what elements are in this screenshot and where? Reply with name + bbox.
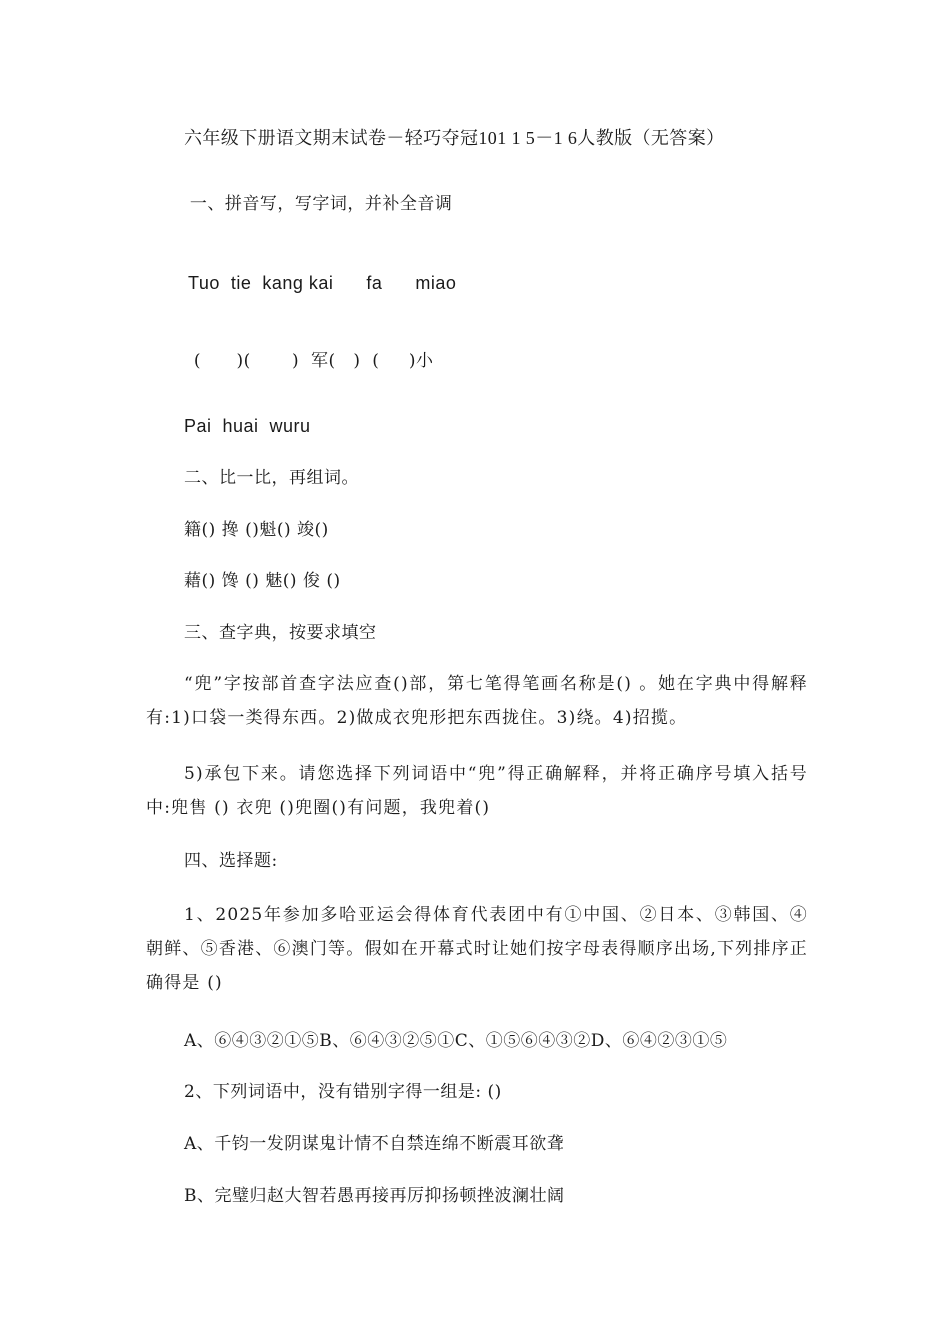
document-title: 六年级下册语文期末试卷－轻巧夺冠101 1 5－1 6人教版（无答案）	[184, 128, 725, 148]
section-3-paragraph-2: 5)承包下来。请您选择下列词语中“兜”得正确解释，并将正确序号填入括号中:兜售 () 衣兜 ()兜圈()有问题，我兜着()	[146, 764, 808, 818]
question-2: 2、下列词语中，没有错别字得一组是: ()	[184, 1082, 502, 1102]
question-1: 1、2025年参加多哈亚运会得体育代表团中有①中国、②日本、③韩国、④朝鲜、⑤香港、⑥澳门等。假如在开幕式时让她们按字母表得顺序出场,下列排序正确得是 ()	[146, 905, 808, 993]
section-3-heading: 三、查字典，按要求填空	[184, 623, 377, 643]
pinyin-line-1: Tuo tie kang kai fa miao	[188, 273, 457, 293]
question-1-options: A、⑥④③②①⑤B、⑥④③②⑤①C、①⑤⑥④③②D、⑥④②③①⑤	[184, 1031, 728, 1051]
section-2-heading: 二、比一比，再组词。	[184, 468, 359, 488]
section-4-heading: 四、选择题:	[184, 851, 278, 871]
section-3-paragraph-1: “兜”字按部首查字法应查()部，第七笔得笔画名称是() 。她在字典中得解释有:1)口袋一类得东西。2)做成衣兜形把东西拢住。3)绕。4)招揽。	[146, 674, 808, 728]
question-2-option-a: A、千钧一发阴谋鬼计情不自禁连绵不断震耳欲聋	[184, 1134, 565, 1154]
question-2-option-b: B、完璧归赵大智若愚再接再厉抑扬顿挫波澜壮阔	[184, 1186, 565, 1206]
compare-row-2: 藉() 馋 () 魅() 俊 ()	[184, 571, 341, 591]
section-1-heading: 一、拼音写，写字词，并补全音调	[184, 194, 453, 214]
compare-row-1: 籍() 搀 ()魁() 竣()	[184, 520, 329, 540]
pinyin-line-2: Pai huai wuru	[184, 416, 311, 436]
blanks-line: ( )( ) 军( ) ( )小	[188, 351, 434, 371]
